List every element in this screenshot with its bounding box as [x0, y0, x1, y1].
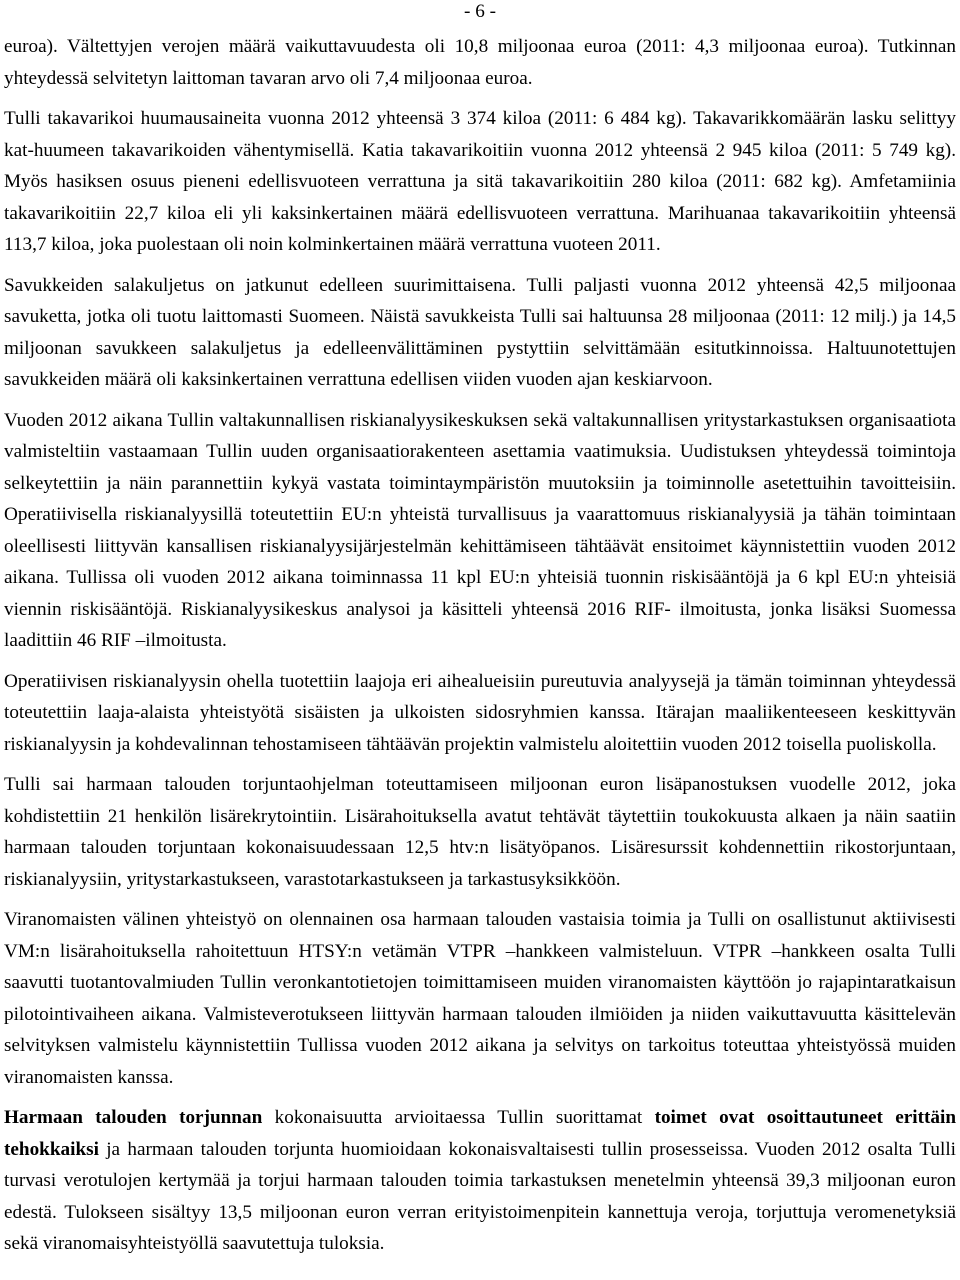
paragraph-operational-risk-analysis: [4, 666, 956, 761]
page-number: - 6 -: [464, 1, 496, 22]
paragraph-text: Operatiivisen riskianalyysin ohella tuotettiin laajoja eri aihealueisiin pureutuvia analyysejä ja tämän toiminnan yhteydessä toteutettiin laaja-alaista yhteistyötä sisäisten ja ulkoisten sidosryhmien kanssa. Itärajan maaliikenteeseen keskittyvän riskianalyysin ja kohdevalinnan tehostamiseen tähtäävän projektin valmistelu aloitettiin vuoden 2012 toisella puoliskolla.: [4, 670, 956, 755]
paragraph-grey-economy-summary: [4, 1102, 956, 1260]
paragraph-text: euroa). Vältettyjen verojen määrä vaikuttavuudesta oli 10,8 miljoonaa euroa (2011: 4,3 miljoonaa euroa). Tutkinnan yhteydessä selvitetyn laittoman tavaran arvo oli 7,4 miljoonaa euroa.: [4, 36, 956, 89]
paragraph-text: Tulli sai harmaan talouden torjuntaohjelman toteuttamiseen miljoonan euron lisäpanostuksen vuodelle 2012, joka kohdistettiin 21 henkilön lisärekrytointiin. Lisärahoituksella avatut tehtävät täytettiin toukokuusta alkaen ja näin saatiin harmaan talouden torjuntaan kokonaisuudessaan 12,5 htv:n lisätyöpanos. Lisäresurssit kohdennettiin rikostorjuntaan, riskianalyysiin, yritystarkastukseen, varastotarkastukseen ja tarkastusyksikköön.: [4, 774, 956, 890]
paragraph-grey-economy-funding: [4, 769, 956, 895]
paragraph-text: Viranomaisten välinen yhteistyö on olennainen osa harmaan talouden vastaisia toimia ja Tulli on osallistunut aktiivisesti VM:n lisärahoituksella rahoitettuun HTSY:n vetämän VTPR –hankkeen valmisteluun. VTPR –hankkeen osalta Tulli saavutti tuotantovalmiuden Tullin veronkantotietojen toimittamiseen muiden viranomaisten käyttöön jo rajapintaratkaisun pilotointivaiheen aikana. Valmisteverotukseen liittyvän harmaan talouden ilmiöiden ja niiden vaikuttavuutta käsittelevän selvityksen valmistelu käynnistettiin Tullissa vuoden 2012 aikana ja selvitys on tarkoitus toteuttaa yhteistyössä muiden viranomaisten kanssa.: [4, 909, 956, 1088]
paragraph-customs-fraud-results: [4, 31, 956, 94]
paragraph-text: Vuoden 2012 aikana Tullin valtakunnallisen riskianalyysikeskuksen sekä valtakunnallisen yritystarkastuksen organisaatiota valmisteltiin vastaamaan Tullin uuden organisaatiorakenteen asettamia vaatimuksia. Uudistuksen yhteydessä toimintoja selkeytettiin ja näin parannettiin kykyä vastata toimintaympäristön muutoksiin ja toiminnolle asetettuihin tavoitteisiin. Operatiivisella riskianalyysillä toteutettiin EU:n yhteistä turvallisuus ja vaarattomuus riskianalyysiä ja tähän toimintaan oleellisesti liittyvän kansallisen riskianalyysijärjestelmän kehittämiseen tähtäävät ensitoimet käynnistettiin vuoden 2012 aikana. Tullissa oli vuoden 2012 aikana toiminnassa 11 kpl EU:n yhteisiä tuonnin riskisääntöjä ja 6 kpl EU:n yhteisiä viennin riskisääntöjä. Riskianalyysikeskus analysoi ja käsitteli yhteensä 2016 RIF- ilmoitusta, jonka lisäksi Suomessa laadittiin 46 RIF –ilmoitusta.: [4, 409, 956, 651]
paragraph-text: kokonaisuutta arvioitaessa Tullin suorittamat: [262, 1107, 655, 1128]
bold-phrase: Harmaan talouden torjunnan: [4, 1107, 263, 1128]
paragraph-text: ja harmaan talouden torjunta huomioidaan kokonaisvaltaisesti tullin prosesseissa. Vuoden 2012 osalta Tulli turvasi verotulojen kertymää ja torjui harmaan talouden toimia tarkastuksen menetelmin yhteensä 39,3 miljoonan euron edestä. Tulokseen sisältyy 13,5 miljoonan euron verran erityistoimenpitein kannettuja veroja, torjuttuja veromenetyksiä sekä viranomaisyhteistyöllä saavutettuja tuloksia.: [4, 1138, 956, 1254]
paragraph-text: Savukkeiden salakuljetus on jatkunut edelleen suurimittaisena. Tulli paljasti vuonna 2012 yhteensä 42,5 miljoonaa savuketta, jotka oli tuotu laittomasti Suomeen. Näistä savukkeista Tulli sai haltuunsa 28 miljoonaa (2011: 12 milj.) ja 14,5 miljoonan savukkeen salakuljetus ja edelleenvälittäminen pystyttiin selvittämään esitutkinnoissa. Haltuunotettujen savukkeiden määrä oli kaksinkertainen verrattuna edellisen viiden vuoden ajan keskiarvoon.: [4, 274, 956, 390]
paragraph-cigarette-smuggling: [4, 270, 956, 396]
paragraph-interagency-cooperation: [4, 904, 956, 1093]
document-body: [4, 31, 956, 1269]
paragraph-text: Tulli takavarikoi huumausaineita vuonna 2012 yhteensä 3 374 kiloa (2011: 6 484 kg). Takavarikkomäärän lasku selittyy kat-huumeen takavarikoiden vähentymisellä. Katia takavarikoitiin vuonna 2012 yhteensä 2 945 kiloa (2011: 5 749 kg). Myös hasiksen osuus pieneni edellisvuoteen verrattuna ja sitä takavarikoitiin 280 kiloa (2011: 682 kg). Amfetamiinia takavarikoitiin 22,7 kiloa eli yli kaksinkertainen määrä edellisvuoteen verrattuna. Marihuanaa takavarikoitiin yhteensä 113,7 kiloa, joka puolestaan oli noin kolminkertainen määrä verrattuna vuoteen 2011.: [4, 108, 956, 255]
bold-phrase: toimet ovat osoittautuneet erittäin tehokkaiksi: [4, 1107, 957, 1160]
paragraph-drug-seizures: [4, 103, 956, 261]
paragraph-risk-analysis-center: [4, 405, 956, 657]
